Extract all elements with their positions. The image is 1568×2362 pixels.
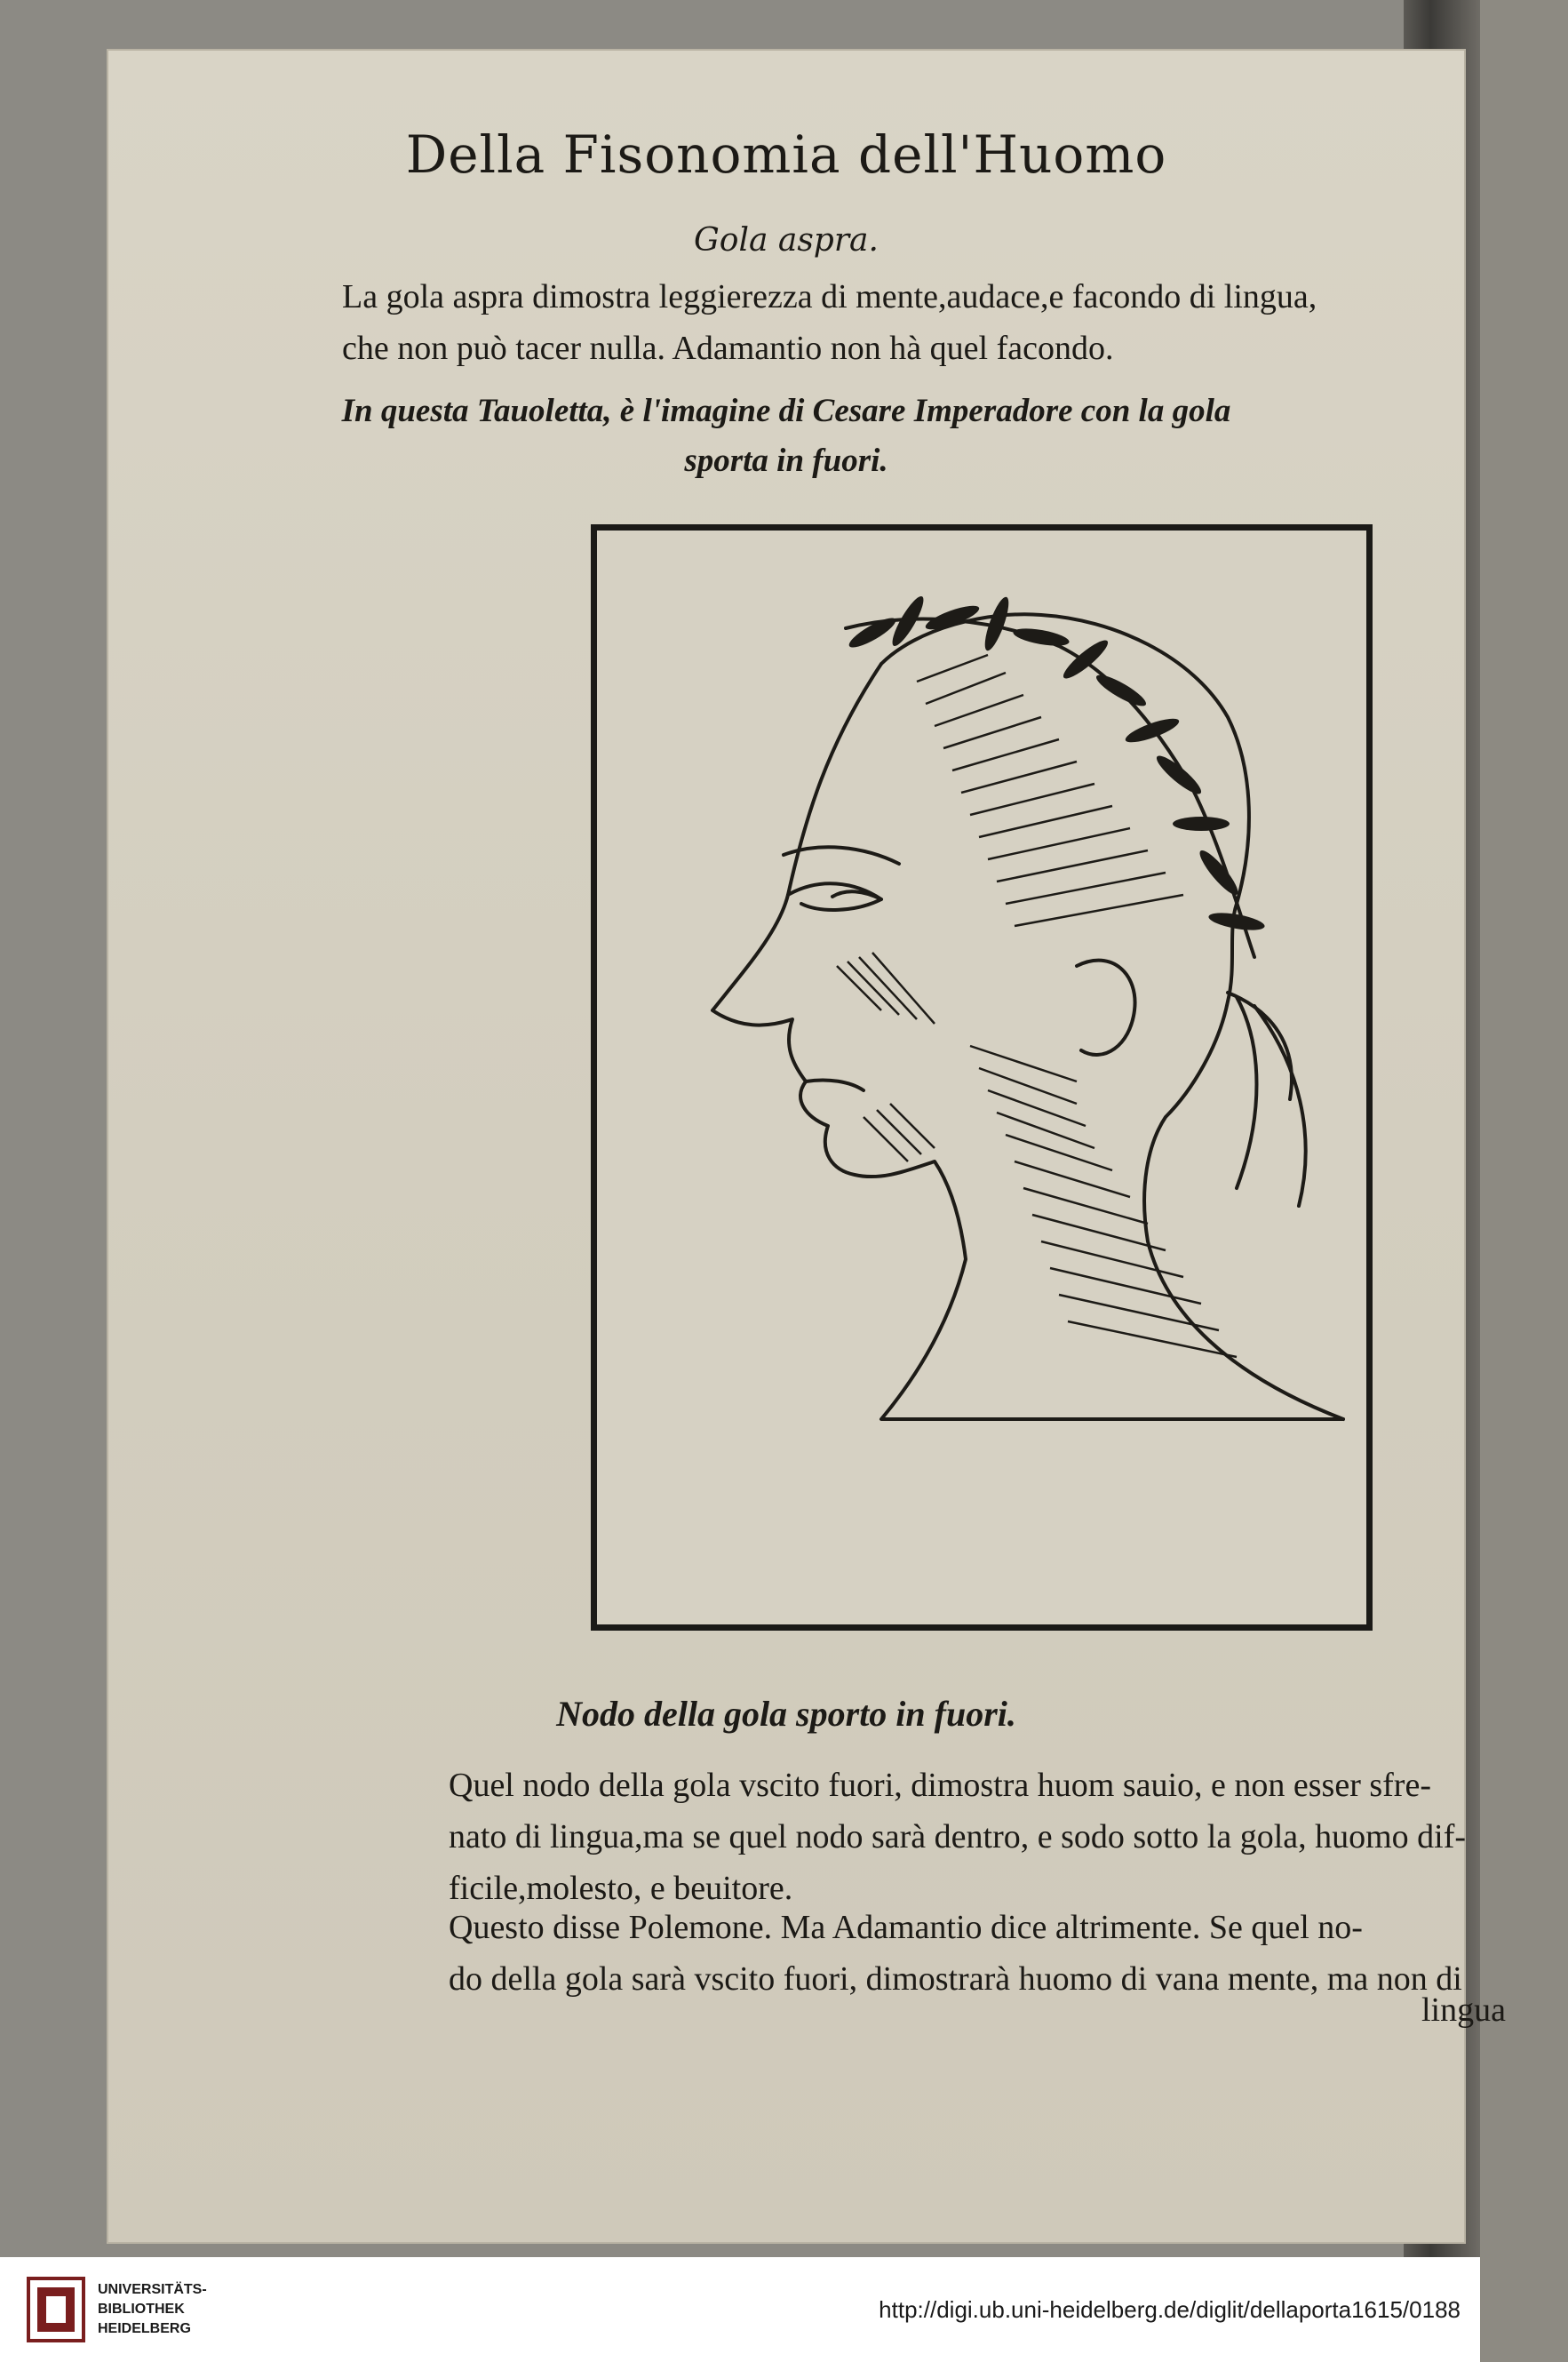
book-page: [107, 49, 1506, 2244]
institution-name: [98, 2280, 207, 2339]
caption-top-line: sporta in fuori.: [684, 443, 888, 479]
paragraph-1-line: La gola aspra dimostra leggierezza di mente,audace,e facondo di lingua,: [342, 278, 1317, 315]
source-url-link[interactable]: http://digi.ub.uni-heidelberg.de/diglit/dellaporta1615/0188: [879, 2296, 1461, 2323]
caesar-portrait-woodcut: [615, 548, 1349, 1607]
caption-top-line: In questa Tauoletta, è l'imagine di Cesare Imperadore con la gola: [341, 393, 1231, 429]
heidelberg-library-logo-icon: [25, 2275, 87, 2344]
paragraph-1-line: che non può tacer nulla. Adamantio non hà quel facondo.: [342, 330, 1114, 367]
paragraph-1: [342, 271, 1568, 374]
paragraph-2-line: ficile,molesto, e beuitore.: [449, 1870, 793, 1907]
paragraph-2-line: nato di lingua,ma se quel nodo sarà dentro, e sodo sotto la gola, huomo dif-: [449, 1818, 1467, 1855]
institution-line: UNIVERSITÄTS-: [98, 2282, 207, 2297]
section-subtitle: Gola aspra.: [694, 222, 879, 259]
woodcut-frame: [591, 524, 1373, 1631]
paragraph-3: [449, 1902, 1559, 2005]
library-footer: [0, 2257, 1480, 2362]
illustration-caption-bottom: Nodo della gola sporto in fuori.: [556, 1694, 1016, 1734]
catchword: lingua: [1421, 1991, 1506, 2029]
illustration-caption-top: [107, 387, 1466, 486]
institution-line: HEIDELBERG: [98, 2321, 191, 2336]
institution-line: BIBLIOTHEK: [98, 2302, 185, 2317]
paragraph-3-line: Questo disse Polemone. Ma Adamantio dice altrimente. Se quel no-: [449, 1909, 1363, 1946]
paragraph-2: [449, 1760, 1559, 1914]
paragraph-2-line: Quel nodo della gola vscito fuori, dimostra huom sauio, e non esser sfre-: [449, 1767, 1431, 1804]
paragraph-3-line: do della gola sarà vscito fuori, dimostrarà huomo di vana mente, ma non di: [449, 1960, 1462, 1998]
page-title: Della Fisonomia dell'Huomo: [405, 124, 1167, 185]
